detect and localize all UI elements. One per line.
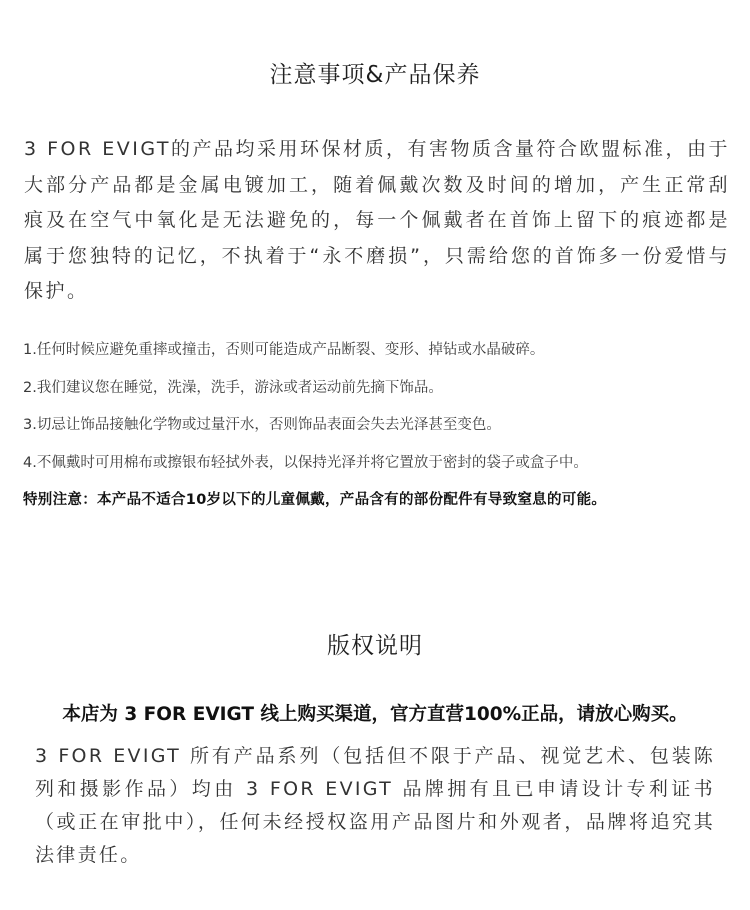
authenticity-statement: 本店为 3 FOR EVIGT 线上购买渠道，官方直营100%正品，请放心购买。 — [62, 704, 688, 725]
care-tip-item: 1.任何时候应避免重摔或撞击，否则可能造成产品断裂、变形、掉钻或水晶破碎。 — [23, 342, 545, 358]
care-tip-item: 4.不佩戴时可用棉布或擦银布轻拭外表，以保持光泽并将它置放于密封的袋子或盒子中。 — [23, 454, 588, 471]
care-tip-item: 3.切忌让饰品接触化学物或过量汗水，否则饰品表面会失去光泽甚至变色。 — [23, 417, 501, 433]
care-intro-paragraph: 3 FOR EVIGT的产品均采用环保材质，有害物质含量符合欧盟标准，由于大部分产品都是金属电镀加工，随着佩戴次数及时间的增加，产生正常刮痕及在空气中氧化是无法避免的，每一个佩戴者在首饰上留下的痕迹都是属于您独特的记忆，不执着于“永不磨损”，只需给您的首饰多一份爱惜与保护。 — [24, 138, 731, 302]
copyright-body-paragraph: 3 FOR EVIGT 所有产品系列（包括但不限于产品、视觉艺术、包装陈列和摄影作品）均由 3 FOR EVIGT 品牌拥有且已申请设计专利证书（或正在审批中），任何未经授权盗用产品图片和外观者，品牌将追究其法律责任。 — [35, 745, 715, 866]
care-section-title: 注意事项&产品保养 — [269, 62, 481, 88]
care-tips-list — [23, 337, 735, 525]
special-notice: 特别注意：本产品不适合10岁以下的儿童佩戴，产品含有的部份配件有导致窒息的可能。 — [23, 492, 607, 508]
care-tip-item: 2.我们建议您在睡觉，洗澡，洗手，游泳或者运动前先摘下饰品。 — [23, 379, 443, 396]
copyright-section-title: 版权说明 — [327, 633, 423, 659]
